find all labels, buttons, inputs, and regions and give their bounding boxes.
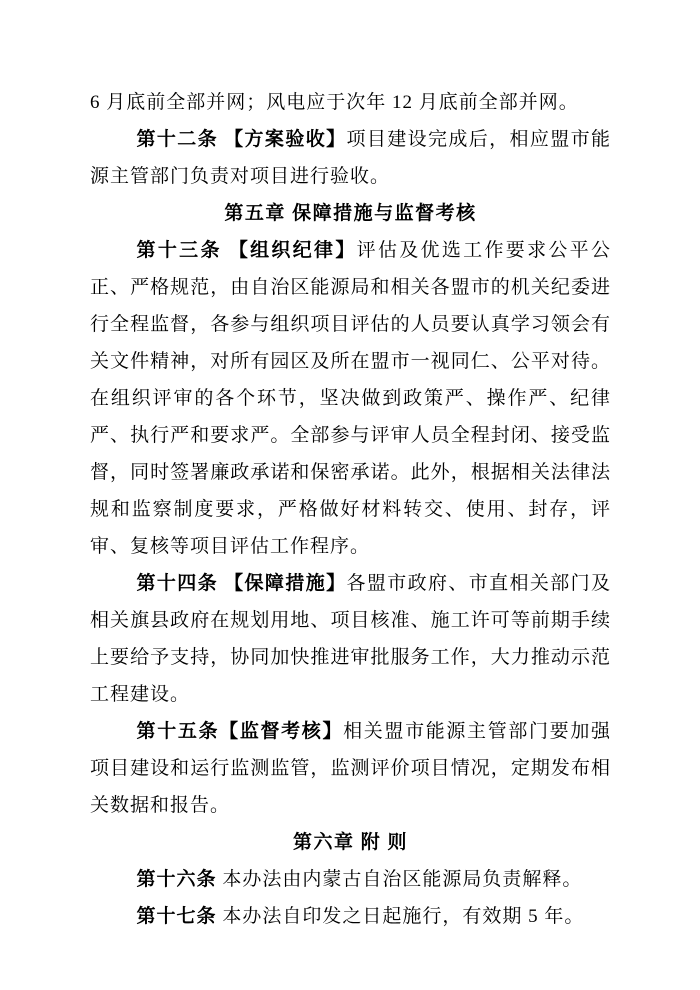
paragraph xyxy=(90,84,611,121)
paragraph xyxy=(90,565,611,713)
paragraph xyxy=(90,898,611,935)
text-run: 本办法自印发之日起施行，有效期 5 年。 xyxy=(216,906,585,927)
bold-run: 第十三条 【组织纪律】 xyxy=(136,240,357,261)
text-run: 评估及优选工作要求公平公正、严格规范，由自治区能源局和相关各盟市的机关纪委进行全程监督，各参与组织项目评估的人员要认真学习领会有关文件精神，对所有园区及所在盟市一视同仁、公平对待。在组织评审的各个环节，坚决做到政策严、操作严、纪律严、执行严和要求严。全部参与评审人员全程封闭、接受监督，同时签署廉政承诺和保密承诺。此外，根据相关法律法规和监察制度要求，严格做好材料转交、使用、封存，评审、复核等项目评估工作程序。 xyxy=(90,240,611,557)
bold-run: 第十二条 【方案验收】 xyxy=(136,129,347,150)
text-run: 项目建设完成后，相应盟市能源主管部门负责对项目进行验收。 xyxy=(90,129,611,187)
paragraph xyxy=(90,861,611,898)
paragraph xyxy=(90,232,611,565)
paragraph xyxy=(90,121,611,195)
paragraph xyxy=(90,713,611,824)
bold-run: 第十五条【监督考核】 xyxy=(136,721,344,742)
text-run: 各盟市政府、市直相关部门及相关旗县政府在规划用地、项目核准、施工许可等前期手续上要给予支持，协同加快推进审批服务工作，大力推动示范工程建设。 xyxy=(90,573,611,705)
text-run: 相关盟市能源主管部门要加强项目建设和运行监测监管，监测评价项目情况，定期发布相关数据和报告。 xyxy=(90,721,611,816)
chapter-heading: 第五章 保障措施与监督考核 xyxy=(224,203,477,224)
bold-run: 第十七条 xyxy=(136,906,217,927)
chapter-heading: 第六章 附 则 xyxy=(292,832,408,853)
text-run: 6 月底前全部并网；风电应于次年 12 月底前全部并网。 xyxy=(90,92,579,113)
document-content xyxy=(90,84,611,935)
bold-run: 第十四条 【保障措施】 xyxy=(136,573,347,594)
bold-run: 第十六条 xyxy=(136,869,217,890)
text-run: 本办法由内蒙古自治区能源局负责解释。 xyxy=(216,869,583,890)
